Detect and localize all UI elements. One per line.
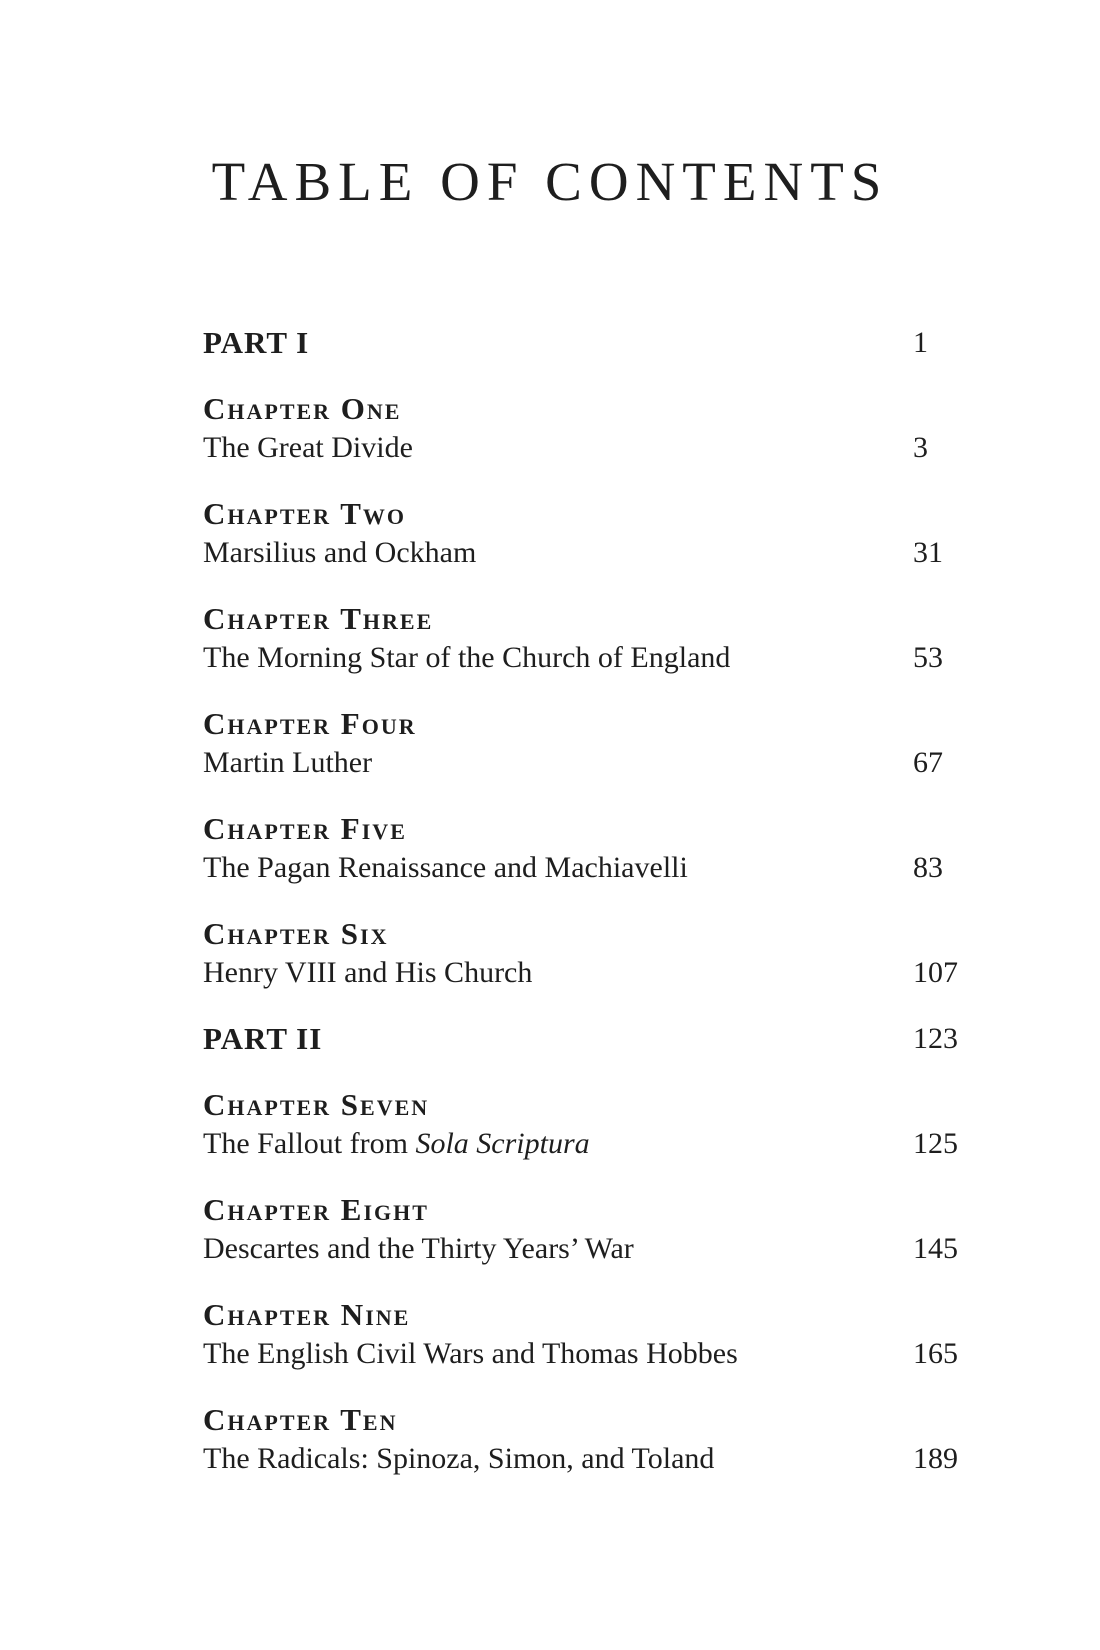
toc-entry-title: The Morning Star of the Church of England [203,641,731,674]
toc-entry-page-number: 1 [913,326,928,359]
toc-entry-title [203,1124,913,1163]
toc-entry-label: Chapter Ten [203,1402,398,1437]
toc-entry-title-italic: Sola Scriptura [415,1127,590,1160]
toc-entry [203,1190,983,1268]
toc-entry [203,1295,983,1373]
toc-entry-page-number: 123 [913,1022,958,1055]
toc-entry-label: Chapter Five [203,811,407,846]
toc-entry-page-number: 165 [913,1337,958,1370]
toc-entry-page-number: 31 [913,536,943,569]
toc-entry [203,1085,983,1163]
toc-entry [203,599,983,677]
toc-entry-text [203,1400,913,1478]
toc-entry-text [203,1295,913,1373]
toc-entry-text [203,1085,913,1163]
toc-entry-title-text: The Fallout from [203,1127,416,1160]
toc-entry [203,494,983,572]
toc-entry-label: Chapter Two [203,496,407,531]
toc-entry-title: The Pagan Renaissance and Machiavelli [203,851,688,884]
toc-entry-text [203,809,913,887]
toc-entry [203,704,983,782]
toc-entry-text [203,494,913,572]
toc-entry-title: Marsilius and Ockham [203,536,477,569]
toc-entry-text [203,599,913,677]
toc-entry-text [203,1190,913,1268]
toc-entry-title: Descartes and the Thirty Years’ War [203,1232,634,1265]
toc-entry-text [203,389,913,467]
toc-entry-title: The Radicals: Spinoza, Simon, and Toland [203,1442,715,1475]
toc-entry-text [203,704,913,782]
toc-entry-title: Henry VIII and His Church [203,956,533,989]
toc-entry-title: The English Civil Wars and Thomas Hobbes [203,1337,738,1370]
toc-entry-page-number: 3 [913,431,928,464]
toc-entry-label: Chapter Three [203,601,434,636]
toc-entry-text [203,914,913,992]
toc-entry-label: Chapter Four [203,706,417,741]
toc-entry-label: Chapter Six [203,916,389,951]
toc-entry-label: PART I [203,325,310,360]
toc-entry [203,323,983,362]
toc-entry-label: PART II [203,1021,323,1056]
toc-entry [203,914,983,992]
toc-entry-page-number: 53 [913,641,943,674]
toc-entry-page-number: 83 [913,851,943,884]
toc-entry-text [203,323,913,362]
toc-entry [203,1400,983,1478]
toc-entry-page-number: 145 [913,1232,958,1265]
page-title: TABLE OF CONTENTS [211,151,889,212]
toc-entry [203,389,983,467]
toc-entry-text [203,1019,913,1058]
toc-entry [203,809,983,887]
toc-entry-title: Martin Luther [203,746,373,779]
toc-entry-page-number: 125 [913,1127,958,1160]
toc-entry-page-number: 107 [913,956,958,989]
toc-entry-label: Chapter Nine [203,1297,411,1332]
toc-entry-label: Chapter Eight [203,1192,429,1227]
toc-entry-label: Chapter One [203,391,402,426]
toc-entry-page-number: 189 [913,1442,958,1475]
toc-entry [203,1019,983,1058]
toc-entry-page-number: 67 [913,746,943,779]
toc-entry-label: Chapter Seven [203,1087,430,1122]
toc-list [203,323,983,1478]
toc-entry-title: The Great Divide [203,431,413,464]
